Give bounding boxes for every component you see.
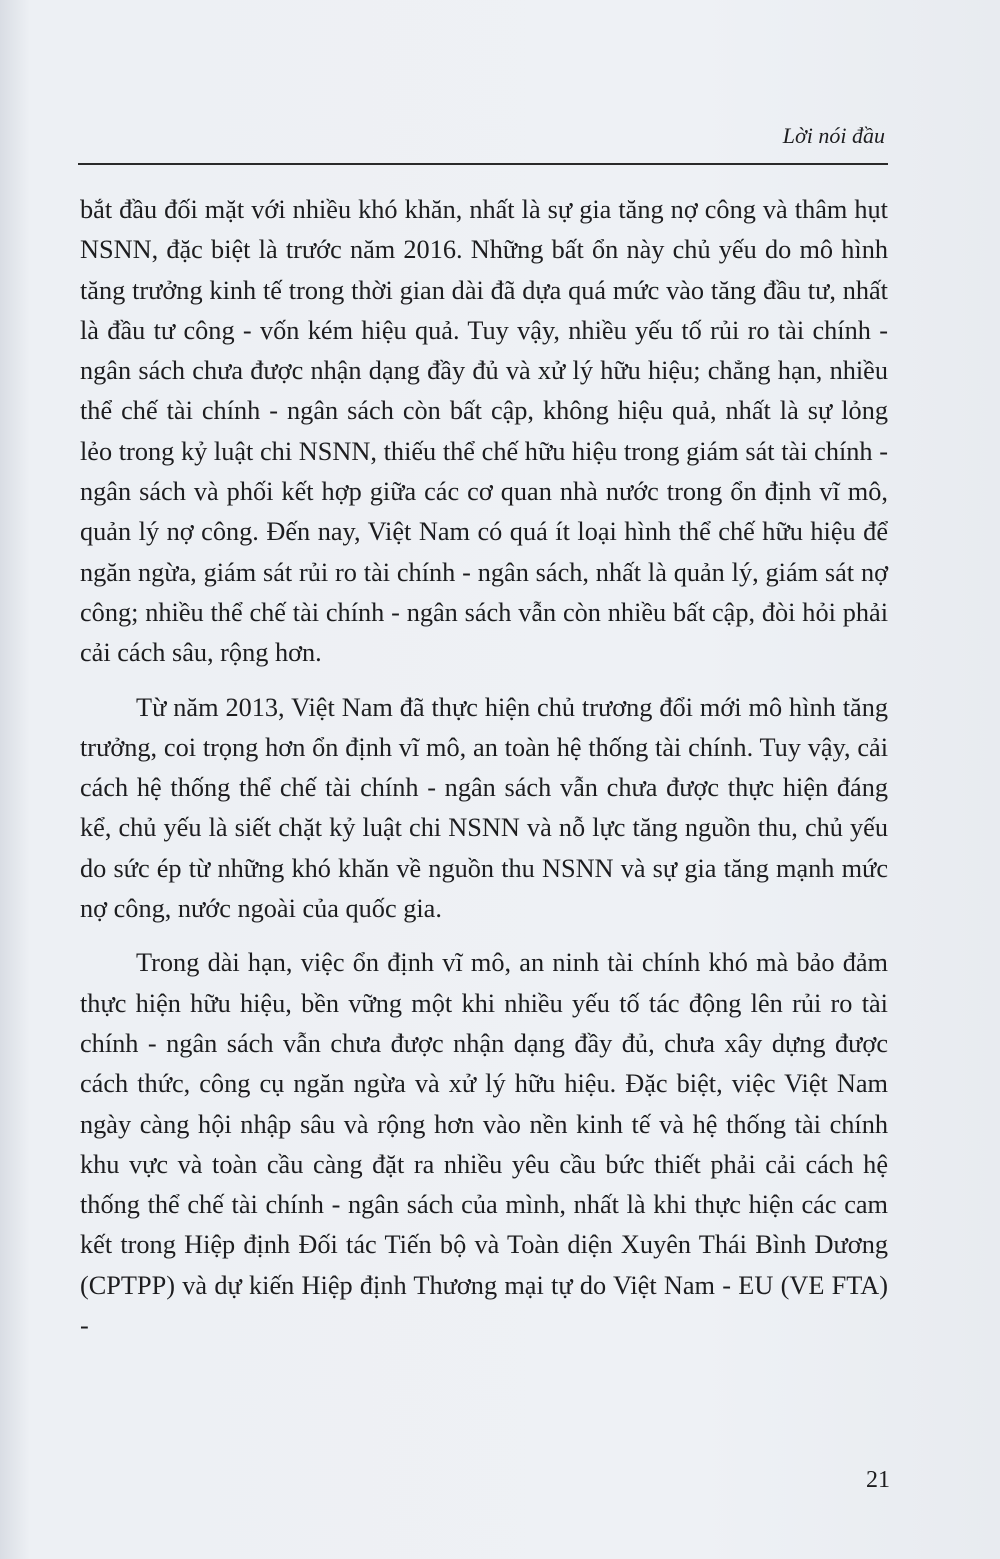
paragraph: Từ năm 2013, Việt Nam đã thực hiện chủ trương đổi mới mô hình tăng trưởng, coi trọng hơn ổn định vĩ mô, an toàn hệ thống tài chính. Tuy vậy, cải cách hệ thống thể chế tài chính - ngân sách vẫn chưa được thực hiện đáng kể, chủ yếu là siết chặt kỷ luật chi NSNN và nỗ lực tăng nguồn thu, chủ yếu do sức ép từ những khó khăn về nguồn thu NSNN và sự gia tăng mạnh mức nợ công, nước ngoài của quốc gia.	[80, 692, 888, 924]
paragraph-continued: bắt đầu đối mặt với nhiều khó khăn, nhất là sự gia tăng nợ công và thâm hụt NSNN, đặc biệt là trước năm 2016. Những bất ổn này chủ yếu do mô hình tăng trưởng kinh tế trong thời gian dài đã dựa quá mức vào tăng đầu tư, nhất là đầu tư công - vốn kém hiệu quả. Tuy vậy, nhiều yếu tố rủi ro tài chính - ngân sách chưa được nhận dạng đầy đủ và xử lý hữu hiệu; chẳng hạn, nhiều thể chế tài chính - ngân sách còn bất cập, không hiệu quả, nhất là sự lỏng lẻo trong kỷ luật chi NSNN, thiếu thể chế hữu hiệu trong giám sát tài chính - ngân sách và phối kết hợp giữa các cơ quan nhà nước trong ổn định vĩ mô, quản lý nợ công. Đến nay, Việt Nam có quá ít loại hình thể chế hữu hiệu để ngăn ngừa, giám sát rủi ro tài chính - ngân sách, nhất là quản lý, giám sát nợ công; nhiều thể chế tài chính - ngân sách vẫn còn nhiều bất cập, đòi hỏi phải cải cách sâu, rộng hơn.	[80, 195, 888, 668]
header-rule	[78, 163, 888, 165]
running-head: Lời nói đầu	[782, 123, 885, 148]
body-text	[80, 190, 888, 1346]
paragraph: Trong dài hạn, việc ổn định vĩ mô, an ninh tài chính khó mà bảo đảm thực hiện hữu hiệu, bền vững một khi nhiều yếu tố tác động lên rủi ro tài chính - ngân sách vẫn chưa được nhận dạng đầy đủ, chưa xây dựng được cách thức, công cụ ngăn ngừa và xử lý hữu hiệu. Đặc biệt, việc Việt Nam ngày càng hội nhập sâu và rộng hơn vào nền kinh tế và hệ thống tài chính khu vực và toàn cầu càng đặt ra nhiều yêu cầu bức thiết phải cải cách hệ thống thể chế tài chính - ngân sách của mình, nhất là khi thực hiện các cam kết trong Hiệp định Đối tác Tiến bộ và Toàn diện Xuyên Thái Bình Dương (CPTPP) và dự kiến Hiệp định Thương mại tự do Việt Nam - EU (VE FTA) -	[80, 948, 888, 1341]
page-number: 21	[866, 1467, 890, 1493]
